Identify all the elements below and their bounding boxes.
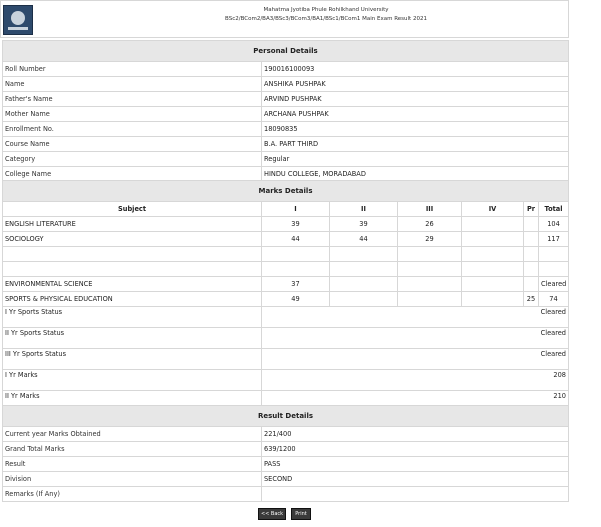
summary-label: I Yr Marks — [3, 370, 262, 391]
mark-cell — [398, 292, 462, 307]
mark-cell — [462, 277, 524, 292]
mark-cell — [262, 262, 330, 277]
result-value: PASS — [262, 457, 569, 472]
name-label: Name — [3, 77, 262, 92]
paper-iv-header: IV — [462, 202, 524, 217]
table-row — [3, 370, 569, 391]
mark-cell — [524, 232, 539, 247]
table-row — [3, 137, 569, 152]
table-row — [3, 307, 569, 328]
summary-value: 210 — [262, 391, 569, 412]
university-name: Mahatma Jyotiba Phule Rohilkhand University — [263, 7, 389, 13]
mark-cell: 26 — [398, 217, 462, 232]
subject-cell: ENVIRONMENTAL SCIENCE — [3, 277, 262, 292]
table-row — [3, 472, 569, 487]
father-name-label: Father's Name — [3, 92, 262, 107]
personal-details-table — [2, 40, 569, 182]
total-cell: 74 — [539, 292, 569, 307]
table-row — [3, 77, 569, 92]
summary-label: II Yr Sports Status — [3, 328, 262, 349]
table-row — [3, 92, 569, 107]
mark-cell — [330, 262, 398, 277]
division-label: Division — [3, 472, 262, 487]
summary-value: Cleared — [262, 349, 569, 370]
table-row — [3, 217, 569, 232]
subject-header: Subject — [3, 202, 262, 217]
grand-total-value: 639/1200 — [262, 442, 569, 457]
table-row — [3, 292, 569, 307]
result-label: Result — [3, 457, 262, 472]
mark-cell — [462, 217, 524, 232]
summary-value: Cleared — [262, 328, 569, 349]
mother-name-value: ARCHANA PUSHPAK — [262, 107, 569, 122]
mark-cell — [524, 277, 539, 292]
mark-cell — [330, 277, 398, 292]
paper-ii-header: II — [330, 202, 398, 217]
table-row — [3, 107, 569, 122]
table-row — [3, 122, 569, 137]
table-row — [3, 442, 569, 457]
header-text — [196, 6, 456, 24]
mark-cell: 49 — [262, 292, 330, 307]
total-header: Total — [539, 202, 569, 217]
table-row — [3, 277, 569, 292]
subject-cell: SPORTS & PHYSICAL EDUCATION — [3, 292, 262, 307]
exam-title: BSc2/BCom2/BA3/BSc3/BCom3/BA1/BSc1/BCom1 Main Exam Result 2021 — [225, 16, 427, 22]
total-cell: 117 — [539, 232, 569, 247]
mark-cell: 39 — [330, 217, 398, 232]
table-row — [3, 457, 569, 472]
mark-cell — [524, 262, 539, 277]
father-name-value: ARVIND PUSHPAK — [262, 92, 569, 107]
total-cell — [539, 262, 569, 277]
marks-details-table — [2, 180, 569, 412]
table-row — [3, 62, 569, 77]
summary-value: 208 — [262, 370, 569, 391]
name-value: ANSHIKA PUSHPAK — [262, 77, 569, 92]
table-row — [3, 427, 569, 442]
summary-value: Cleared — [262, 307, 569, 328]
mark-cell — [330, 247, 398, 262]
college-value: HINDU COLLEGE, MORADABAD — [262, 167, 569, 182]
enrollment-value: 18090835 — [262, 122, 569, 137]
university-logo-icon — [3, 5, 33, 35]
paper-iii-header: III — [398, 202, 462, 217]
mark-cell — [398, 262, 462, 277]
remarks-value — [262, 487, 569, 502]
mark-cell — [524, 217, 539, 232]
page-header — [0, 0, 569, 38]
total-cell — [539, 247, 569, 262]
enrollment-label: Enrollment No. — [3, 122, 262, 137]
result-details-table — [2, 405, 569, 502]
category-value: Regular — [262, 152, 569, 167]
mark-cell — [330, 292, 398, 307]
table-row — [3, 487, 569, 502]
current-marks-value: 221/400 — [262, 427, 569, 442]
marks-header-row — [3, 202, 569, 217]
division-value: SECOND — [262, 472, 569, 487]
mark-cell — [462, 232, 524, 247]
back-button[interactable]: << Back — [258, 508, 286, 520]
subject-cell — [3, 247, 262, 262]
practical-header: Pr — [524, 202, 539, 217]
roll-number-label: Roll Number — [3, 62, 262, 77]
table-row — [3, 152, 569, 167]
mark-cell — [462, 247, 524, 262]
summary-label: III Yr Sports Status — [3, 349, 262, 370]
grand-total-label: Grand Total Marks — [3, 442, 262, 457]
roll-number-value: 190016100093 — [262, 62, 569, 77]
course-label: Course Name — [3, 137, 262, 152]
college-label: College Name — [3, 167, 262, 182]
mark-cell: 44 — [330, 232, 398, 247]
table-row — [3, 247, 569, 262]
table-row — [3, 328, 569, 349]
mark-cell — [262, 247, 330, 262]
summary-label: II Yr Marks — [3, 391, 262, 412]
table-row — [3, 232, 569, 247]
remarks-label: Remarks (If Any) — [3, 487, 262, 502]
subject-cell: SOCIOLOGY — [3, 232, 262, 247]
marks-details-heading: Marks Details — [3, 181, 569, 202]
result-details-heading: Result Details — [3, 406, 569, 427]
total-cell: 104 — [539, 217, 569, 232]
category-label: Category — [3, 152, 262, 167]
course-value: B.A. PART THIRD — [262, 137, 569, 152]
action-buttons — [0, 508, 601, 518]
summary-label: I Yr Sports Status — [3, 307, 262, 328]
subject-cell: ENGLISH LITERATURE — [3, 217, 262, 232]
table-row — [3, 262, 569, 277]
paper-i-header: I — [262, 202, 330, 217]
mark-cell — [524, 247, 539, 262]
mark-cell: 25 — [524, 292, 539, 307]
print-button[interactable]: Print — [291, 508, 311, 520]
mark-cell: 39 — [262, 217, 330, 232]
mark-cell: 37 — [262, 277, 330, 292]
mark-cell: 29 — [398, 232, 462, 247]
subject-cell — [3, 262, 262, 277]
mark-cell — [398, 277, 462, 292]
mark-cell: 44 — [262, 232, 330, 247]
personal-details-heading: Personal Details — [3, 41, 569, 62]
mark-cell — [462, 292, 524, 307]
mark-cell — [398, 247, 462, 262]
current-marks-label: Current year Marks Obtained — [3, 427, 262, 442]
table-row — [3, 349, 569, 370]
mother-name-label: Mother Name — [3, 107, 262, 122]
total-cell: Cleared — [539, 277, 569, 292]
mark-cell — [462, 262, 524, 277]
